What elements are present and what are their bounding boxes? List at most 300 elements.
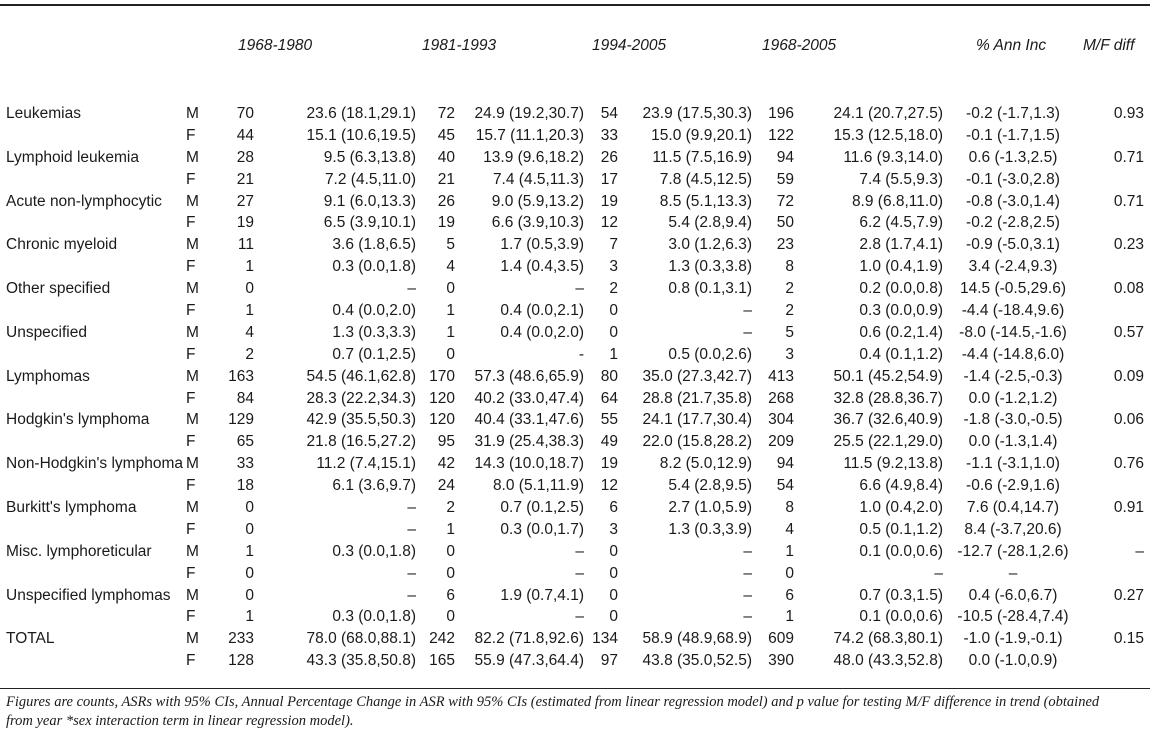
table-row bbox=[0, 234, 1152, 256]
rate-1994-2005: 15.0 (9.9,20.1) bbox=[651, 126, 752, 144]
count-1981-1993: 1 bbox=[446, 520, 455, 538]
annual-increase: -0.1 (-1.7,1.5) bbox=[966, 126, 1060, 144]
rate-1968-1980: 7.2 (4.5,11.0) bbox=[324, 170, 416, 188]
table-row bbox=[0, 453, 1152, 475]
count-1968-1980: 0 bbox=[245, 586, 254, 604]
annual-increase: -1.8 (-3.0,-0.5) bbox=[963, 411, 1063, 429]
count-1968-2005: 390 bbox=[768, 652, 794, 670]
table-row bbox=[0, 147, 1152, 169]
mf-diff: 0.76 bbox=[1113, 455, 1144, 473]
count-1968-2005: 3 bbox=[785, 345, 794, 363]
top-rule bbox=[0, 4, 1150, 6]
table-row bbox=[0, 628, 1152, 650]
sex-cell: F bbox=[186, 477, 196, 495]
sex-cell: M bbox=[186, 586, 199, 604]
rate-1968-2005: 25.5 (22.1,29.0) bbox=[833, 433, 943, 451]
count-1968-1980: 0 bbox=[245, 280, 254, 298]
count-1994-2005: 54 bbox=[600, 105, 618, 122]
count-1981-1993: 95 bbox=[437, 433, 455, 451]
count-1968-1980: 1 bbox=[245, 302, 254, 320]
count-1968-2005: 413 bbox=[768, 367, 794, 385]
annual-increase: -8.0 (-14.5,-1.6) bbox=[959, 323, 1067, 341]
count-1968-2005: 23 bbox=[776, 236, 794, 254]
header-mf-diff: M/F diff bbox=[1083, 37, 1135, 54]
sex-cell: F bbox=[186, 652, 196, 670]
table-row bbox=[0, 606, 1152, 628]
rate-1968-1980: 0.4 (0.0,2.0) bbox=[332, 302, 416, 320]
count-1968-2005: 304 bbox=[768, 411, 794, 429]
rate-1968-1980: 54.5 (46.1,62.8) bbox=[306, 367, 416, 385]
rate-1968-1980: – bbox=[407, 280, 416, 298]
table-row bbox=[0, 212, 1152, 234]
rate-1968-1980: 0.3 (0.0,1.8) bbox=[332, 258, 416, 276]
table-row bbox=[0, 103, 1152, 125]
row-label: Leukemias bbox=[6, 105, 81, 122]
rate-1994-2005: 8.2 (5.0,12.9) bbox=[659, 455, 752, 473]
rate-1968-1980: 0.3 (0.0,1.8) bbox=[332, 608, 416, 626]
count-1981-1993: 170 bbox=[429, 367, 455, 385]
annual-increase: 14.5 (-0.5,29.6) bbox=[960, 280, 1066, 298]
count-1994-2005: 134 bbox=[592, 630, 618, 648]
count-1981-1993: 21 bbox=[437, 170, 455, 188]
sex-cell: M bbox=[186, 455, 199, 473]
count-1981-1993: 120 bbox=[429, 389, 455, 407]
rate-1968-2005: 0.4 (0.1,1.2) bbox=[859, 345, 943, 363]
rate-1981-1993: 7.4 (4.5,11.3) bbox=[492, 170, 584, 188]
count-1968-2005: 8 bbox=[785, 258, 794, 276]
count-1994-2005: 2 bbox=[609, 280, 618, 298]
sex-cell: F bbox=[186, 389, 196, 407]
rate-1994-2005: – bbox=[743, 586, 752, 604]
rate-1994-2005: 0.5 (0.0,2.6) bbox=[668, 345, 752, 363]
count-1994-2005: 33 bbox=[600, 126, 618, 144]
sex-cell: F bbox=[186, 170, 196, 188]
rate-1981-1993: 6.6 (3.9,10.3) bbox=[491, 214, 584, 232]
rate-1968-2005: 6.6 (4.9,8.4) bbox=[859, 477, 943, 495]
header-annual-increase: % Ann Inc bbox=[976, 37, 1047, 54]
count-1994-2005: 0 bbox=[609, 586, 618, 604]
rate-1968-1980: 42.9 (35.5,50.3) bbox=[306, 411, 416, 429]
rate-1968-1980: 0.7 (0.1,2.5) bbox=[332, 345, 416, 363]
rate-1968-1980: 9.1 (6.0,13.3) bbox=[323, 192, 416, 210]
sex-cell: F bbox=[186, 258, 196, 276]
mf-diff: 0.09 bbox=[1113, 367, 1144, 385]
rate-1994-2005: 11.5 (7.5,16.9) bbox=[652, 148, 752, 166]
count-1981-1993: 45 bbox=[437, 126, 455, 144]
rate-1981-1993: 0.4 (0.0,2.1) bbox=[500, 302, 584, 320]
count-1968-1980: 0 bbox=[245, 520, 254, 538]
count-1994-2005: 26 bbox=[600, 148, 618, 166]
table-row bbox=[0, 541, 1152, 563]
table-row bbox=[0, 125, 1152, 147]
rate-1968-2005: 1.0 (0.4,2.0) bbox=[859, 499, 943, 517]
rate-1994-2005: – bbox=[743, 564, 752, 582]
annual-increase: -4.4 (-14.8,6.0) bbox=[961, 345, 1065, 363]
rate-1968-1980: 0.3 (0.0,1.8) bbox=[332, 542, 416, 560]
sex-cell: M bbox=[186, 499, 199, 517]
annual-increase: 3.4 (-2.4,9.3) bbox=[968, 258, 1058, 276]
count-1968-1980: 0 bbox=[245, 499, 254, 517]
rate-1968-2005: 0.1 (0.0,0.6) bbox=[859, 608, 943, 626]
count-1994-2005: 17 bbox=[600, 170, 618, 188]
rate-1968-2005: 74.2 (68.3,80.1) bbox=[833, 630, 943, 648]
row-label: Misc. lymphoreticular bbox=[6, 542, 152, 560]
rate-1994-2005: 23.9 (17.5,30.3) bbox=[642, 105, 752, 122]
mf-diff: 0.23 bbox=[1113, 236, 1144, 254]
header-1968-1980: 1968-1980 bbox=[238, 37, 313, 54]
rate-1981-1993: 55.9 (47.3,64.4) bbox=[474, 652, 584, 670]
rate-1981-1993: – bbox=[575, 564, 584, 582]
table-row bbox=[0, 519, 1152, 541]
rate-1968-1980: 9.5 (6.3,13.8) bbox=[323, 148, 416, 166]
count-1968-1980: 27 bbox=[236, 192, 254, 210]
rate-1968-1980: – bbox=[407, 586, 416, 604]
count-1994-2005: 19 bbox=[600, 455, 618, 473]
rate-1994-2005: – bbox=[743, 608, 752, 626]
annual-increase: -1.1 (-3.1,1.0) bbox=[966, 455, 1060, 473]
count-1968-1980: 233 bbox=[228, 630, 254, 648]
count-1968-2005: 196 bbox=[768, 105, 794, 122]
rate-1968-2005: 1.0 (0.4,1.9) bbox=[859, 258, 943, 276]
count-1994-2005: 64 bbox=[600, 389, 618, 407]
rate-1994-2005: 58.9 (48.9,68.9) bbox=[642, 630, 752, 648]
count-1968-1980: 21 bbox=[236, 170, 254, 188]
count-1968-2005: 54 bbox=[776, 477, 794, 495]
count-1994-2005: 7 bbox=[609, 236, 618, 254]
annual-increase: -0.2 (-1.7,1.3) bbox=[966, 105, 1060, 122]
rate-1981-1993: 0.4 (0.0,2.0) bbox=[500, 323, 584, 341]
count-1968-1980: 19 bbox=[236, 214, 254, 232]
count-1968-2005: 209 bbox=[768, 433, 794, 451]
count-1994-2005: 0 bbox=[609, 608, 618, 626]
count-1981-1993: 42 bbox=[437, 455, 455, 473]
count-1968-2005: 8 bbox=[785, 499, 794, 517]
rate-1968-1980: 11.2 (7.4,15.1) bbox=[316, 455, 416, 473]
table-row bbox=[0, 300, 1152, 322]
count-1981-1993: 120 bbox=[429, 411, 455, 429]
header-1968-2005: 1968-2005 bbox=[762, 37, 837, 54]
table-body bbox=[0, 103, 1152, 672]
table-row bbox=[0, 650, 1152, 672]
mf-diff: 0.06 bbox=[1113, 411, 1144, 429]
sex-cell: F bbox=[186, 608, 196, 626]
rate-1981-1993: 40.2 (33.0,47.4) bbox=[474, 389, 584, 407]
rate-1994-2005: – bbox=[743, 302, 752, 320]
count-1981-1993: 40 bbox=[437, 148, 455, 166]
table-row bbox=[0, 191, 1152, 213]
mf-diff: 0.93 bbox=[1113, 105, 1144, 122]
count-1994-2005: 19 bbox=[600, 192, 618, 210]
annual-increase: -0.1 (-3.0,2.8) bbox=[966, 170, 1060, 188]
sex-cell: F bbox=[186, 302, 196, 320]
rate-1981-1993: 0.7 (0.1,2.5) bbox=[500, 499, 584, 517]
rate-1968-1980: 21.8 (16.5,27.2) bbox=[306, 433, 416, 451]
rate-1981-1993: 9.0 (5.9,13.2) bbox=[491, 192, 584, 210]
count-1981-1993: 0 bbox=[446, 608, 455, 626]
count-1968-1980: 128 bbox=[228, 652, 254, 670]
count-1994-2005: 0 bbox=[609, 323, 618, 341]
count-1981-1993: 72 bbox=[437, 105, 455, 122]
annual-increase: -10.5 (-28.4,7.4) bbox=[957, 608, 1069, 626]
rate-1968-1980: 23.6 (18.1,29.1) bbox=[306, 105, 416, 122]
rate-1981-1993: 57.3 (48.6,65.9) bbox=[474, 367, 584, 385]
annual-increase: 7.6 (0.4,14.7) bbox=[966, 499, 1060, 517]
count-1968-2005: 94 bbox=[776, 148, 794, 166]
rate-1968-2005: 50.1 (45.2,54.9) bbox=[833, 367, 943, 385]
count-1994-2005: 3 bbox=[609, 258, 618, 276]
count-1994-2005: 97 bbox=[600, 652, 618, 670]
count-1981-1993: 1 bbox=[446, 323, 455, 341]
rate-1968-1980: 6.5 (3.9,10.1) bbox=[323, 214, 416, 232]
rate-1994-2005: – bbox=[743, 323, 752, 341]
rate-1968-2005: 6.2 (4.5,7.9) bbox=[859, 214, 943, 232]
rate-1968-2005: 0.3 (0.0,0.9) bbox=[859, 302, 943, 320]
count-1981-1993: 2 bbox=[446, 499, 455, 517]
sex-cell: M bbox=[186, 542, 199, 560]
rate-1968-2005: 11.5 (9.2,13.8) bbox=[843, 455, 943, 473]
rate-1981-1993: 1.9 (0.7,4.1) bbox=[500, 586, 584, 604]
rate-1981-1993: - bbox=[578, 345, 584, 363]
rate-1994-2005: 28.8 (21.7,35.8) bbox=[642, 389, 752, 407]
sex-cell: F bbox=[186, 564, 196, 582]
count-1968-2005: 94 bbox=[776, 455, 794, 473]
rate-1968-2005: 0.2 (0.0,0.8) bbox=[859, 280, 943, 298]
annual-increase: -1.4 (-2.5,-0.3) bbox=[963, 367, 1063, 385]
rate-1981-1993: 24.9 (19.2,30.7) bbox=[474, 105, 584, 122]
annual-increase: -1.0 (-1.9,-0.1) bbox=[963, 630, 1063, 648]
annual-increase: -0.9 (-5.0,3.1) bbox=[966, 236, 1060, 254]
rate-1981-1993: 15.7 (11.1,20.3) bbox=[475, 126, 584, 144]
rate-1981-1993: – bbox=[575, 542, 584, 560]
count-1968-1980: 18 bbox=[236, 477, 254, 495]
annual-increase: 0.4 (-6.0,6.7) bbox=[968, 586, 1058, 604]
footnote: Figures are counts, ASRs with 95% CIs, Annual Percentage Change in ASR with 95% CIs (estimated from linear regression model) and p value for testing M/F difference in trend (obtained from year *sex interaction term in linear regression model). bbox=[6, 694, 1100, 729]
sex-cell: M bbox=[186, 630, 199, 648]
rate-1968-2005: 24.1 (20.7,27.5) bbox=[833, 105, 943, 122]
rate-1994-2005: 5.4 (2.8,9.4) bbox=[668, 214, 752, 232]
rate-1994-2005: 0.8 (0.1,3.1) bbox=[668, 280, 752, 298]
rate-1968-2005: 0.7 (0.3,1.5) bbox=[859, 586, 943, 604]
count-1968-1980: 65 bbox=[236, 433, 254, 451]
count-1968-1980: 70 bbox=[236, 105, 254, 122]
rate-1968-2005: 36.7 (32.6,40.9) bbox=[833, 411, 943, 429]
annual-increase: -0.2 (-2.8,2.5) bbox=[966, 214, 1060, 232]
count-1968-2005: 2 bbox=[785, 280, 794, 298]
count-1994-2005: 12 bbox=[600, 214, 618, 232]
count-1981-1993: 5 bbox=[446, 236, 455, 254]
rate-1968-2005: 15.3 (12.5,18.0) bbox=[833, 126, 943, 144]
count-1994-2005: 3 bbox=[609, 520, 618, 538]
annual-increase: -0.8 (-3.0,1.4) bbox=[966, 192, 1060, 210]
rate-1981-1993: 31.9 (25.4,38.3) bbox=[474, 433, 584, 451]
count-1981-1993: 0 bbox=[446, 280, 455, 298]
count-1994-2005: 49 bbox=[600, 433, 618, 451]
mf-diff: 0.15 bbox=[1113, 630, 1144, 648]
rate-1968-1980: – bbox=[407, 520, 416, 538]
sex-cell: M bbox=[186, 192, 199, 210]
rate-1968-1980: 3.6 (1.8,6.5) bbox=[332, 236, 416, 254]
rate-1994-2005: 5.4 (2.8,9.5) bbox=[668, 477, 752, 495]
rate-1994-2005: 35.0 (27.3,42.7) bbox=[642, 367, 752, 385]
count-1968-2005: 0 bbox=[785, 564, 794, 582]
rate-1994-2005: 1.3 (0.3,3.9) bbox=[668, 520, 752, 538]
rate-1994-2005: 2.7 (1.0,5.9) bbox=[668, 499, 752, 517]
sex-cell: F bbox=[186, 433, 196, 451]
sex-cell: F bbox=[186, 126, 196, 144]
count-1968-2005: 1 bbox=[785, 542, 794, 560]
table-row bbox=[0, 388, 1152, 410]
sex-cell: M bbox=[186, 280, 199, 298]
table-row bbox=[0, 169, 1152, 191]
rate-1994-2005: 1.3 (0.3,3.8) bbox=[668, 258, 752, 276]
rate-1994-2005: 3.0 (1.2,6.3) bbox=[668, 236, 752, 254]
count-1968-2005: 268 bbox=[768, 389, 794, 407]
count-1968-1980: 33 bbox=[236, 455, 254, 473]
annual-increase: 0.0 (-1.0,0.9) bbox=[968, 652, 1058, 670]
count-1968-2005: 122 bbox=[768, 126, 794, 144]
table-row bbox=[0, 409, 1152, 431]
rate-1968-2005: 7.4 (5.5,9.3) bbox=[859, 170, 943, 188]
count-1968-1980: 4 bbox=[245, 323, 254, 341]
mf-diff: 0.71 bbox=[1113, 192, 1144, 210]
count-1981-1993: 0 bbox=[446, 542, 455, 560]
count-1981-1993: 0 bbox=[446, 564, 455, 582]
annual-increase: 0.0 (-1.3,1.4) bbox=[968, 433, 1058, 451]
sex-cell: M bbox=[186, 411, 199, 429]
rate-1968-2005: – bbox=[934, 564, 943, 582]
rate-1968-1980: 28.3 (22.2,34.3) bbox=[306, 389, 416, 407]
count-1981-1993: 242 bbox=[429, 630, 455, 648]
count-1968-1980: 28 bbox=[236, 148, 254, 166]
count-1968-2005: 4 bbox=[785, 520, 794, 538]
count-1968-1980: 1 bbox=[245, 542, 254, 560]
header-1981-1993: 1981-1993 bbox=[422, 37, 497, 54]
mf-diff: 0.08 bbox=[1113, 280, 1144, 298]
rate-1994-2005: 7.8 (4.5,12.5) bbox=[659, 170, 752, 188]
rate-1981-1993: 14.3 (10.0,18.7) bbox=[474, 455, 584, 473]
count-1981-1993: 26 bbox=[437, 192, 455, 210]
mf-diff: – bbox=[1135, 542, 1144, 560]
mf-diff: 0.71 bbox=[1113, 148, 1144, 166]
rate-1981-1993: 1.4 (0.4,3.5) bbox=[500, 258, 584, 276]
count-1968-2005: 59 bbox=[776, 170, 794, 188]
count-1968-1980: 1 bbox=[245, 258, 254, 276]
table-row bbox=[0, 497, 1152, 519]
count-1981-1993: 4 bbox=[446, 258, 455, 276]
mf-diff: 0.91 bbox=[1113, 499, 1144, 517]
count-1968-1980: 129 bbox=[228, 411, 254, 429]
mf-diff: 0.27 bbox=[1113, 586, 1144, 604]
rate-1968-1980: – bbox=[407, 499, 416, 517]
table-row bbox=[0, 322, 1152, 344]
count-1981-1993: 19 bbox=[437, 214, 455, 232]
count-1994-2005: 0 bbox=[609, 564, 618, 582]
count-1968-2005: 72 bbox=[776, 192, 794, 210]
table-row bbox=[0, 585, 1152, 607]
rate-1968-2005: 0.5 (0.1,1.2) bbox=[859, 520, 943, 538]
bottom-rule bbox=[0, 688, 1150, 689]
row-label: Unspecified bbox=[6, 323, 87, 341]
count-1994-2005: 6 bbox=[609, 499, 618, 517]
row-label: Hodgkin's lymphoma bbox=[6, 411, 150, 429]
row-label: Chronic myeloid bbox=[6, 236, 118, 254]
row-label: Unspecified lymphomas bbox=[6, 586, 171, 604]
sex-cell: M bbox=[186, 236, 199, 254]
rate-1994-2005: – bbox=[743, 542, 752, 560]
count-1994-2005: 0 bbox=[609, 302, 618, 320]
rate-1968-2005: 0.6 (0.2,1.4) bbox=[859, 323, 943, 341]
count-1968-2005: 609 bbox=[768, 630, 794, 648]
count-1968-1980: 1 bbox=[245, 608, 254, 626]
rate-1994-2005: 43.8 (35.0,52.5) bbox=[642, 652, 752, 670]
rate-1968-1980: 1.3 (0.3,3.3) bbox=[332, 323, 416, 341]
row-label: Lymphoid leukemia bbox=[6, 148, 139, 166]
annual-increase: 8.4 (-3.7,20.6) bbox=[964, 520, 1062, 538]
count-1968-2005: 2 bbox=[785, 302, 794, 320]
header-1994-2005: 1994-2005 bbox=[592, 37, 667, 54]
rate-1968-1980: 15.1 (10.6,19.5) bbox=[306, 126, 416, 144]
count-1981-1993: 24 bbox=[437, 477, 455, 495]
rate-1981-1993: 8.0 (5.1,11.9) bbox=[492, 477, 584, 495]
rate-1981-1993: – bbox=[575, 280, 584, 298]
count-1981-1993: 1 bbox=[446, 302, 455, 320]
sex-cell: F bbox=[186, 214, 196, 232]
count-1968-2005: 50 bbox=[776, 214, 794, 232]
rate-1968-1980: 78.0 (68.0,88.1) bbox=[306, 630, 416, 648]
rate-1994-2005: 22.0 (15.8,28.2) bbox=[642, 433, 752, 451]
count-1994-2005: 1 bbox=[609, 345, 618, 363]
count-1968-1980: 11 bbox=[237, 236, 254, 254]
count-1994-2005: 0 bbox=[609, 542, 618, 560]
rate-1981-1993: 13.9 (9.6,18.2) bbox=[483, 148, 584, 166]
rate-1994-2005: 24.1 (17.7,30.4) bbox=[642, 411, 752, 429]
rate-1981-1993: 0.3 (0.0,1.7) bbox=[500, 520, 584, 538]
count-1981-1993: 165 bbox=[429, 652, 455, 670]
annual-increase: -4.4 (-18.4,9.6) bbox=[961, 302, 1065, 320]
rate-1968-2005: 32.8 (28.8,36.7) bbox=[833, 389, 943, 407]
rate-1981-1993: – bbox=[575, 608, 584, 626]
row-label: Burkitt's lymphoma bbox=[6, 499, 137, 517]
rate-1968-2005: 48.0 (43.3,52.8) bbox=[833, 652, 943, 670]
annual-increase: 0.0 (-1.2,1.2) bbox=[968, 389, 1058, 407]
rate-1968-1980: 6.1 (3.6,9.7) bbox=[332, 477, 416, 495]
table-row bbox=[0, 431, 1152, 453]
sex-cell: M bbox=[186, 148, 199, 166]
sex-cell: M bbox=[186, 105, 199, 122]
rate-1968-2005: 2.8 (1.7,4.1) bbox=[859, 236, 943, 254]
annual-increase: -12.7 (-28.1,2.6) bbox=[957, 542, 1069, 560]
rate-1968-2005: 11.6 (9.3,14.0) bbox=[843, 148, 943, 166]
table-row bbox=[0, 563, 1152, 585]
table-row bbox=[0, 366, 1152, 388]
count-1968-1980: 163 bbox=[228, 367, 254, 385]
annual-increase: -0.6 (-2.9,1.6) bbox=[966, 477, 1060, 495]
table-row bbox=[0, 344, 1152, 366]
count-1968-1980: 2 bbox=[245, 345, 254, 363]
count-1994-2005: 80 bbox=[600, 367, 618, 385]
count-1981-1993: 6 bbox=[446, 586, 455, 604]
sex-cell: F bbox=[186, 520, 196, 538]
rate-1968-1980: – bbox=[407, 564, 416, 582]
rate-1981-1993: 1.7 (0.5,3.9) bbox=[500, 236, 584, 254]
count-1994-2005: 55 bbox=[600, 411, 618, 429]
rate-1994-2005: 8.5 (5.1,13.3) bbox=[659, 192, 752, 210]
table-row bbox=[0, 256, 1152, 278]
row-label: Non-Hodgkin's lymphoma bbox=[6, 455, 183, 473]
sex-cell: M bbox=[186, 323, 199, 341]
count-1968-1980: 84 bbox=[236, 389, 254, 407]
table-row bbox=[0, 278, 1152, 300]
